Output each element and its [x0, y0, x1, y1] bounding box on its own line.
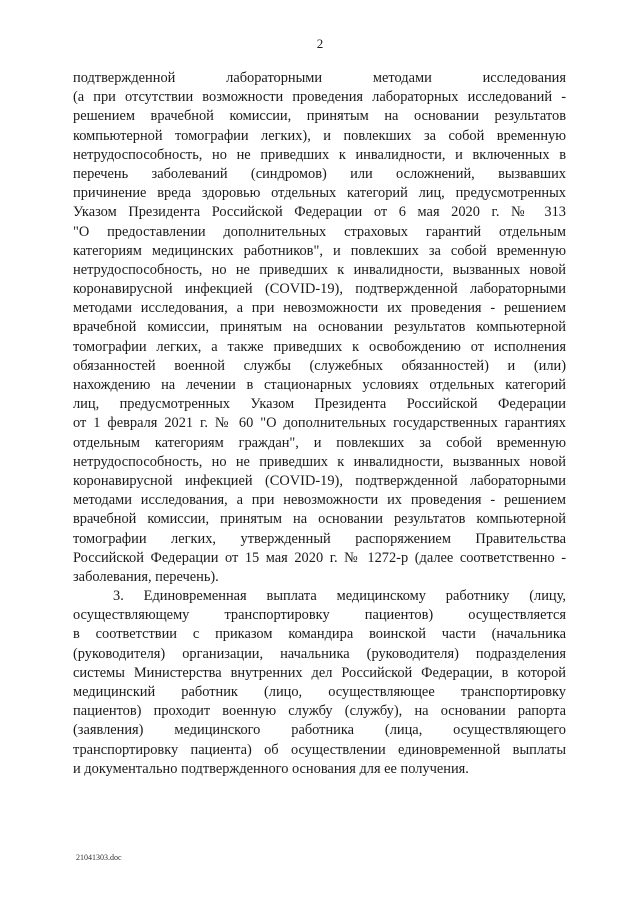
paragraph-continuation [73, 69, 566, 587]
text-line: Указом Президента Российской Федерации от 6 мая 2020 г. № 313 [73, 204, 566, 221]
text-line: заболевания, перечень). [73, 568, 219, 585]
text-line: коронавирусной инфекцией (COVID-19), подтвержденной лабораторными [73, 281, 566, 298]
text-line: методами исследования, а при невозможности их проведения - решением [73, 492, 566, 509]
document-body [73, 69, 566, 779]
file-code-footer: 21041303.doc [76, 853, 122, 862]
text-line: транспортировку пациента) об осуществлении единовременной выплаты [73, 741, 566, 758]
text-line: (а при отсутствии возможности проведения лабораторных исследований - [73, 89, 566, 106]
text-line: врачебной комиссии, принятым на основании результатов компьютерной [73, 319, 566, 336]
text-line: томографии легких, утвержденный распоряжением Правительства [73, 530, 566, 547]
page-number: 2 [316, 36, 324, 51]
text-line: категориям медицинских работников", и повлекших за собой временную [73, 242, 566, 259]
text-line: (руководителя) организации, начальника (руководителя) подразделения [73, 645, 566, 662]
text-line: пациентов) проходит военную службу (службу), на основании рапорта [73, 703, 566, 720]
text-line: коронавирусной инфекцией (COVID-19), подтвержденной лабораторными [73, 472, 566, 489]
text-line: в соответствии с приказом командира воинской части (начальника [73, 626, 566, 643]
text-line: нетрудоспособность, но не приведших к инвалидности, и включенных в [73, 146, 566, 163]
text-line: томографии легких, а также приведших к освобождению от исполнения [73, 338, 566, 355]
text-line: врачебной комиссии, принятым на основании результатов компьютерной [73, 511, 566, 528]
text-line: осуществляющему транспортировку пациентов) осуществляется [73, 607, 566, 624]
text-line: системы Министерства внутренних дел Российской Федерации, в которой [73, 664, 566, 681]
text-line: отдельным категориям граждан", и повлекших за собой временную [73, 434, 566, 451]
text-line: причинение вреда здоровью отдельных категорий лиц, предусмотренных [73, 185, 566, 202]
text-line: обязанностей военной службы (служебных обязанностей) и (или) [73, 357, 566, 374]
text-line: медицинский работник (лицо, осуществляющее транспортировку [73, 684, 566, 700]
text-line: нетрудоспособность, но не приведших к инвалидности, вызванных новой [73, 453, 566, 470]
text-line: методами исследования, а при невозможности их проведения - решением [73, 300, 566, 317]
text-line: подтвержденной лабораторными методами исследования [73, 70, 566, 86]
text-line: 3. Единовременная выплата медицинскому работнику (лицу, [113, 588, 566, 605]
text-line: перечень заболеваний (синдромов) или осложнений, вызвавших [73, 165, 566, 182]
text-line: лиц, предусмотренных Указом Президента Российской Федерации [73, 396, 566, 413]
text-line: решением врачебной комиссии, принятым на основании результатов [73, 108, 566, 125]
text-line: нахождению на лечении в стационарных условиях отдельных категорий [73, 377, 566, 393]
text-line: (заявления) медицинского работника (лица, осуществляющего [73, 722, 566, 739]
paragraph-3 [73, 587, 566, 779]
text-line: "О предоставлении дополнительных страховых гарантий отдельным [73, 223, 566, 240]
text-line: нетрудоспособность, но не приведших к инвалидности, вызванных новой [73, 261, 566, 278]
text-line: компьютерной томографии легких), и повлекших за собой временную [73, 127, 566, 144]
text-line: от 1 февраля 2021 г. № 60 "О дополнительных государственных гарантиях [73, 415, 566, 432]
text-line: Российской Федерации от 15 мая 2020 г. № 1272-р (далее соответственно - [73, 549, 566, 566]
text-line: и документально подтвержденного основания для ее получения. [73, 760, 469, 777]
